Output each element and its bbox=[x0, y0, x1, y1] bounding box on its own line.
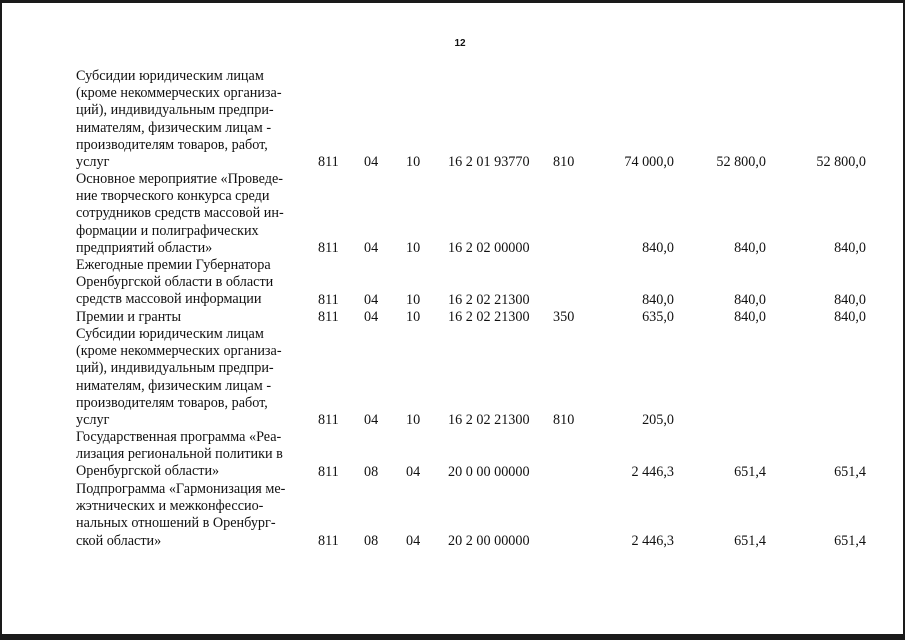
amount-year-1: 840,0 bbox=[642, 291, 674, 308]
target-article-code: 20 0 00 00000 bbox=[448, 463, 530, 480]
amount-year-2: 840,0 bbox=[734, 239, 766, 256]
row-name: Субсидии юридическим лицам (кроме некоммерческих организа- ций), индивидуальным предпри- нимателям, физическим лицам - производителям товаров, работ, услуг bbox=[76, 68, 282, 171]
expense-type-code: 810 bbox=[553, 153, 575, 170]
target-article-code: 16 2 02 21300 bbox=[448, 411, 530, 428]
row-name: Подпрограмма «Гармонизация ме- жэтнических и межконфессио- нальных отношений в Оренбург- ской области» bbox=[76, 481, 286, 549]
table-row bbox=[0, 481, 905, 550]
row-name: Премии и гранты bbox=[76, 309, 182, 325]
table-row bbox=[0, 257, 905, 309]
table-row bbox=[0, 309, 905, 326]
amount-year-2: 52 800,0 bbox=[716, 153, 766, 170]
table-row bbox=[0, 429, 905, 481]
amount-year-3: 651,4 bbox=[834, 532, 866, 549]
section-code: 04 bbox=[364, 153, 379, 170]
page-number: 12 bbox=[454, 38, 466, 49]
section-code: 04 bbox=[364, 308, 379, 325]
section-code: 04 bbox=[364, 239, 379, 256]
row-name: Субсидии юридическим лицам (кроме некоммерческих организа- ций), индивидуальным предпри- нимателям, физическим лицам - производителям товаров, работ, услуг bbox=[76, 326, 282, 429]
amount-year-1: 205,0 bbox=[642, 411, 674, 428]
scan-edge-bottom bbox=[0, 634, 905, 640]
amount-year-2: 651,4 bbox=[734, 463, 766, 480]
ministry-code: 811 bbox=[318, 532, 339, 549]
amount-year-2: 840,0 bbox=[734, 308, 766, 325]
amount-year-1: 635,0 bbox=[642, 308, 674, 325]
row-name: Основное мероприятие «Проведе- ние творческого конкурса среди сотрудников средств массовой ин- формации и полиграфических предприятий области» bbox=[76, 171, 284, 256]
subsection-code: 10 bbox=[406, 291, 421, 308]
table-row bbox=[0, 171, 905, 257]
section-code: 04 bbox=[364, 291, 379, 308]
subsection-code: 10 bbox=[406, 411, 421, 428]
target-article-code: 16 2 01 93770 bbox=[448, 153, 530, 170]
row-name: Государственная программа «Реа- лизация региональной политики в Оренбургской области» bbox=[76, 429, 283, 480]
amount-year-1: 74 000,0 bbox=[624, 153, 674, 170]
subsection-code: 10 bbox=[406, 308, 421, 325]
ministry-code: 811 bbox=[318, 239, 339, 256]
section-code: 04 bbox=[364, 411, 379, 428]
amount-year-3: 840,0 bbox=[834, 308, 866, 325]
ministry-code: 811 bbox=[318, 153, 339, 170]
amount-year-3: 52 800,0 bbox=[816, 153, 866, 170]
section-code: 08 bbox=[364, 463, 379, 480]
section-code: 08 bbox=[364, 532, 379, 549]
amount-year-1: 2 446,3 bbox=[631, 532, 674, 549]
ministry-code: 811 bbox=[318, 308, 339, 325]
amount-year-3: 840,0 bbox=[834, 291, 866, 308]
subsection-code: 04 bbox=[406, 463, 421, 480]
table-row bbox=[0, 326, 905, 429]
expense-type-code: 810 bbox=[553, 411, 575, 428]
ministry-code: 811 bbox=[318, 463, 339, 480]
subsection-code: 04 bbox=[406, 532, 421, 549]
subsection-code: 10 bbox=[406, 153, 421, 170]
ministry-code: 811 bbox=[318, 291, 339, 308]
expense-type-code: 350 bbox=[553, 308, 575, 325]
target-article-code: 16 2 02 21300 bbox=[448, 291, 530, 308]
amount-year-1: 2 446,3 bbox=[631, 463, 674, 480]
amount-year-3: 840,0 bbox=[834, 239, 866, 256]
table-row bbox=[0, 68, 905, 171]
amount-year-3: 651,4 bbox=[834, 463, 866, 480]
amount-year-1: 840,0 bbox=[642, 239, 674, 256]
ministry-code: 811 bbox=[318, 411, 339, 428]
row-name: Ежегодные премии Губернатора Оренбургской области в области средств массовой информации bbox=[76, 257, 274, 308]
amount-year-2: 651,4 bbox=[734, 532, 766, 549]
target-article-code: 20 2 00 00000 bbox=[448, 532, 530, 549]
target-article-code: 16 2 02 21300 bbox=[448, 308, 530, 325]
subsection-code: 10 bbox=[406, 239, 421, 256]
scan-edge-top bbox=[0, 0, 905, 3]
target-article-code: 16 2 02 00000 bbox=[448, 239, 530, 256]
amount-year-2: 840,0 bbox=[734, 291, 766, 308]
